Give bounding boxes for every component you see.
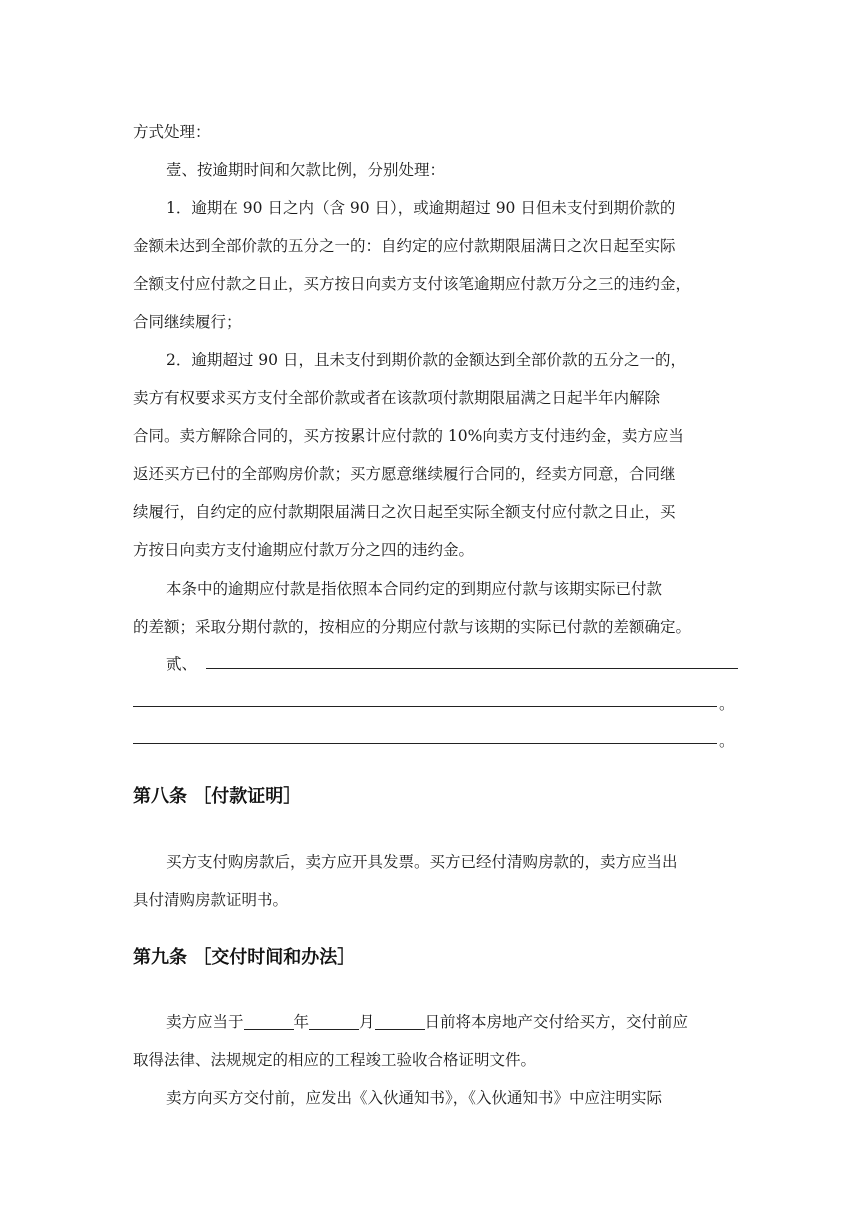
item2-line: 卖方有权要求买方支付全部价款或者在该款项付款期限届满之日起半年内解除 bbox=[133, 389, 661, 407]
text-segment: 卖方应当于 bbox=[166, 1013, 244, 1031]
note-line: 本条中的逾期应付款是指依照本合同约定的到期应付款与该期实际已付款 bbox=[166, 580, 663, 598]
period-mark: 。 bbox=[719, 732, 735, 750]
item2-line: 返还买方已付的全部购房价款；买方愿意继续履行合同的，经卖方同意，合同继 bbox=[133, 465, 676, 483]
month-blank bbox=[309, 1013, 359, 1030]
item1-line: 1．逾期在 90 日之内（含 90 日），或逾期超过 90 日但未支付到期价款的 bbox=[166, 199, 676, 217]
item2-line: 方按日向卖方支付逾期应付款万分之四的违约金。 bbox=[133, 541, 475, 559]
article-9-line: 卖方向买方交付前，应发出《入伙通知书》，《入伙通知书》中应注明实际 bbox=[166, 1089, 663, 1107]
subsection-2-label: 贰、 bbox=[166, 655, 198, 673]
year-blank bbox=[244, 1013, 294, 1030]
fill-in-line bbox=[206, 668, 738, 669]
month-label: 月 bbox=[359, 1013, 375, 1031]
item2-line: 2．逾期超过 90 日，且未支付到期价款的金额达到全部价款的五分之一的， bbox=[166, 351, 686, 369]
day-blank bbox=[375, 1013, 425, 1030]
item2-line: 合同。卖方解除合同的，买方按累计应付款的 10%向卖方支付违约金，卖方应当 bbox=[133, 427, 684, 445]
article-9-heading: 第九条 ［交付时间和办法］ bbox=[133, 947, 356, 968]
item1-line: 金额未达到全部价款的五分之一的：自约定的应付款期限届满日之次日起至实际 bbox=[133, 237, 676, 255]
fill-in-line bbox=[133, 743, 717, 744]
text-segment: 日前将本房地产交付给买方，交付前应 bbox=[424, 1013, 689, 1031]
period-mark: 。 bbox=[719, 695, 735, 713]
article-8-line: 具付清购房款证明书。 bbox=[133, 891, 289, 909]
article-8-line: 买方支付购房款后，卖方应开具发票。买方已经付清购房款的，卖方应当出 bbox=[166, 853, 678, 871]
text-line: 方式处理： bbox=[133, 123, 211, 141]
item1-line: 合同继续履行； bbox=[133, 313, 242, 331]
subsection-title: 壹、按逾期时间和欠款比例，分别处理： bbox=[166, 161, 446, 179]
article-9-line: 取得法律、法规规定的相应的工程竣工验收合格证明文件。 bbox=[133, 1051, 537, 1069]
item2-line: 续履行，自约定的应付款期限届满日之次日起至实际全额支付应付款之日止，买 bbox=[133, 503, 676, 521]
article-8-heading: 第八条 ［付款证明］ bbox=[133, 786, 302, 807]
item1-line: 全额支付应付款之日止，买方按日向卖方支付该笔逾期应付款万分之三的违约金， bbox=[133, 275, 692, 293]
article-9-line bbox=[166, 1010, 688, 1032]
year-label: 年 bbox=[293, 1013, 310, 1031]
fill-in-line bbox=[133, 706, 717, 707]
note-line: 的差额；采取分期付款的，按相应的分期应付款与该期的实际已付款的差额确定。 bbox=[133, 618, 692, 636]
